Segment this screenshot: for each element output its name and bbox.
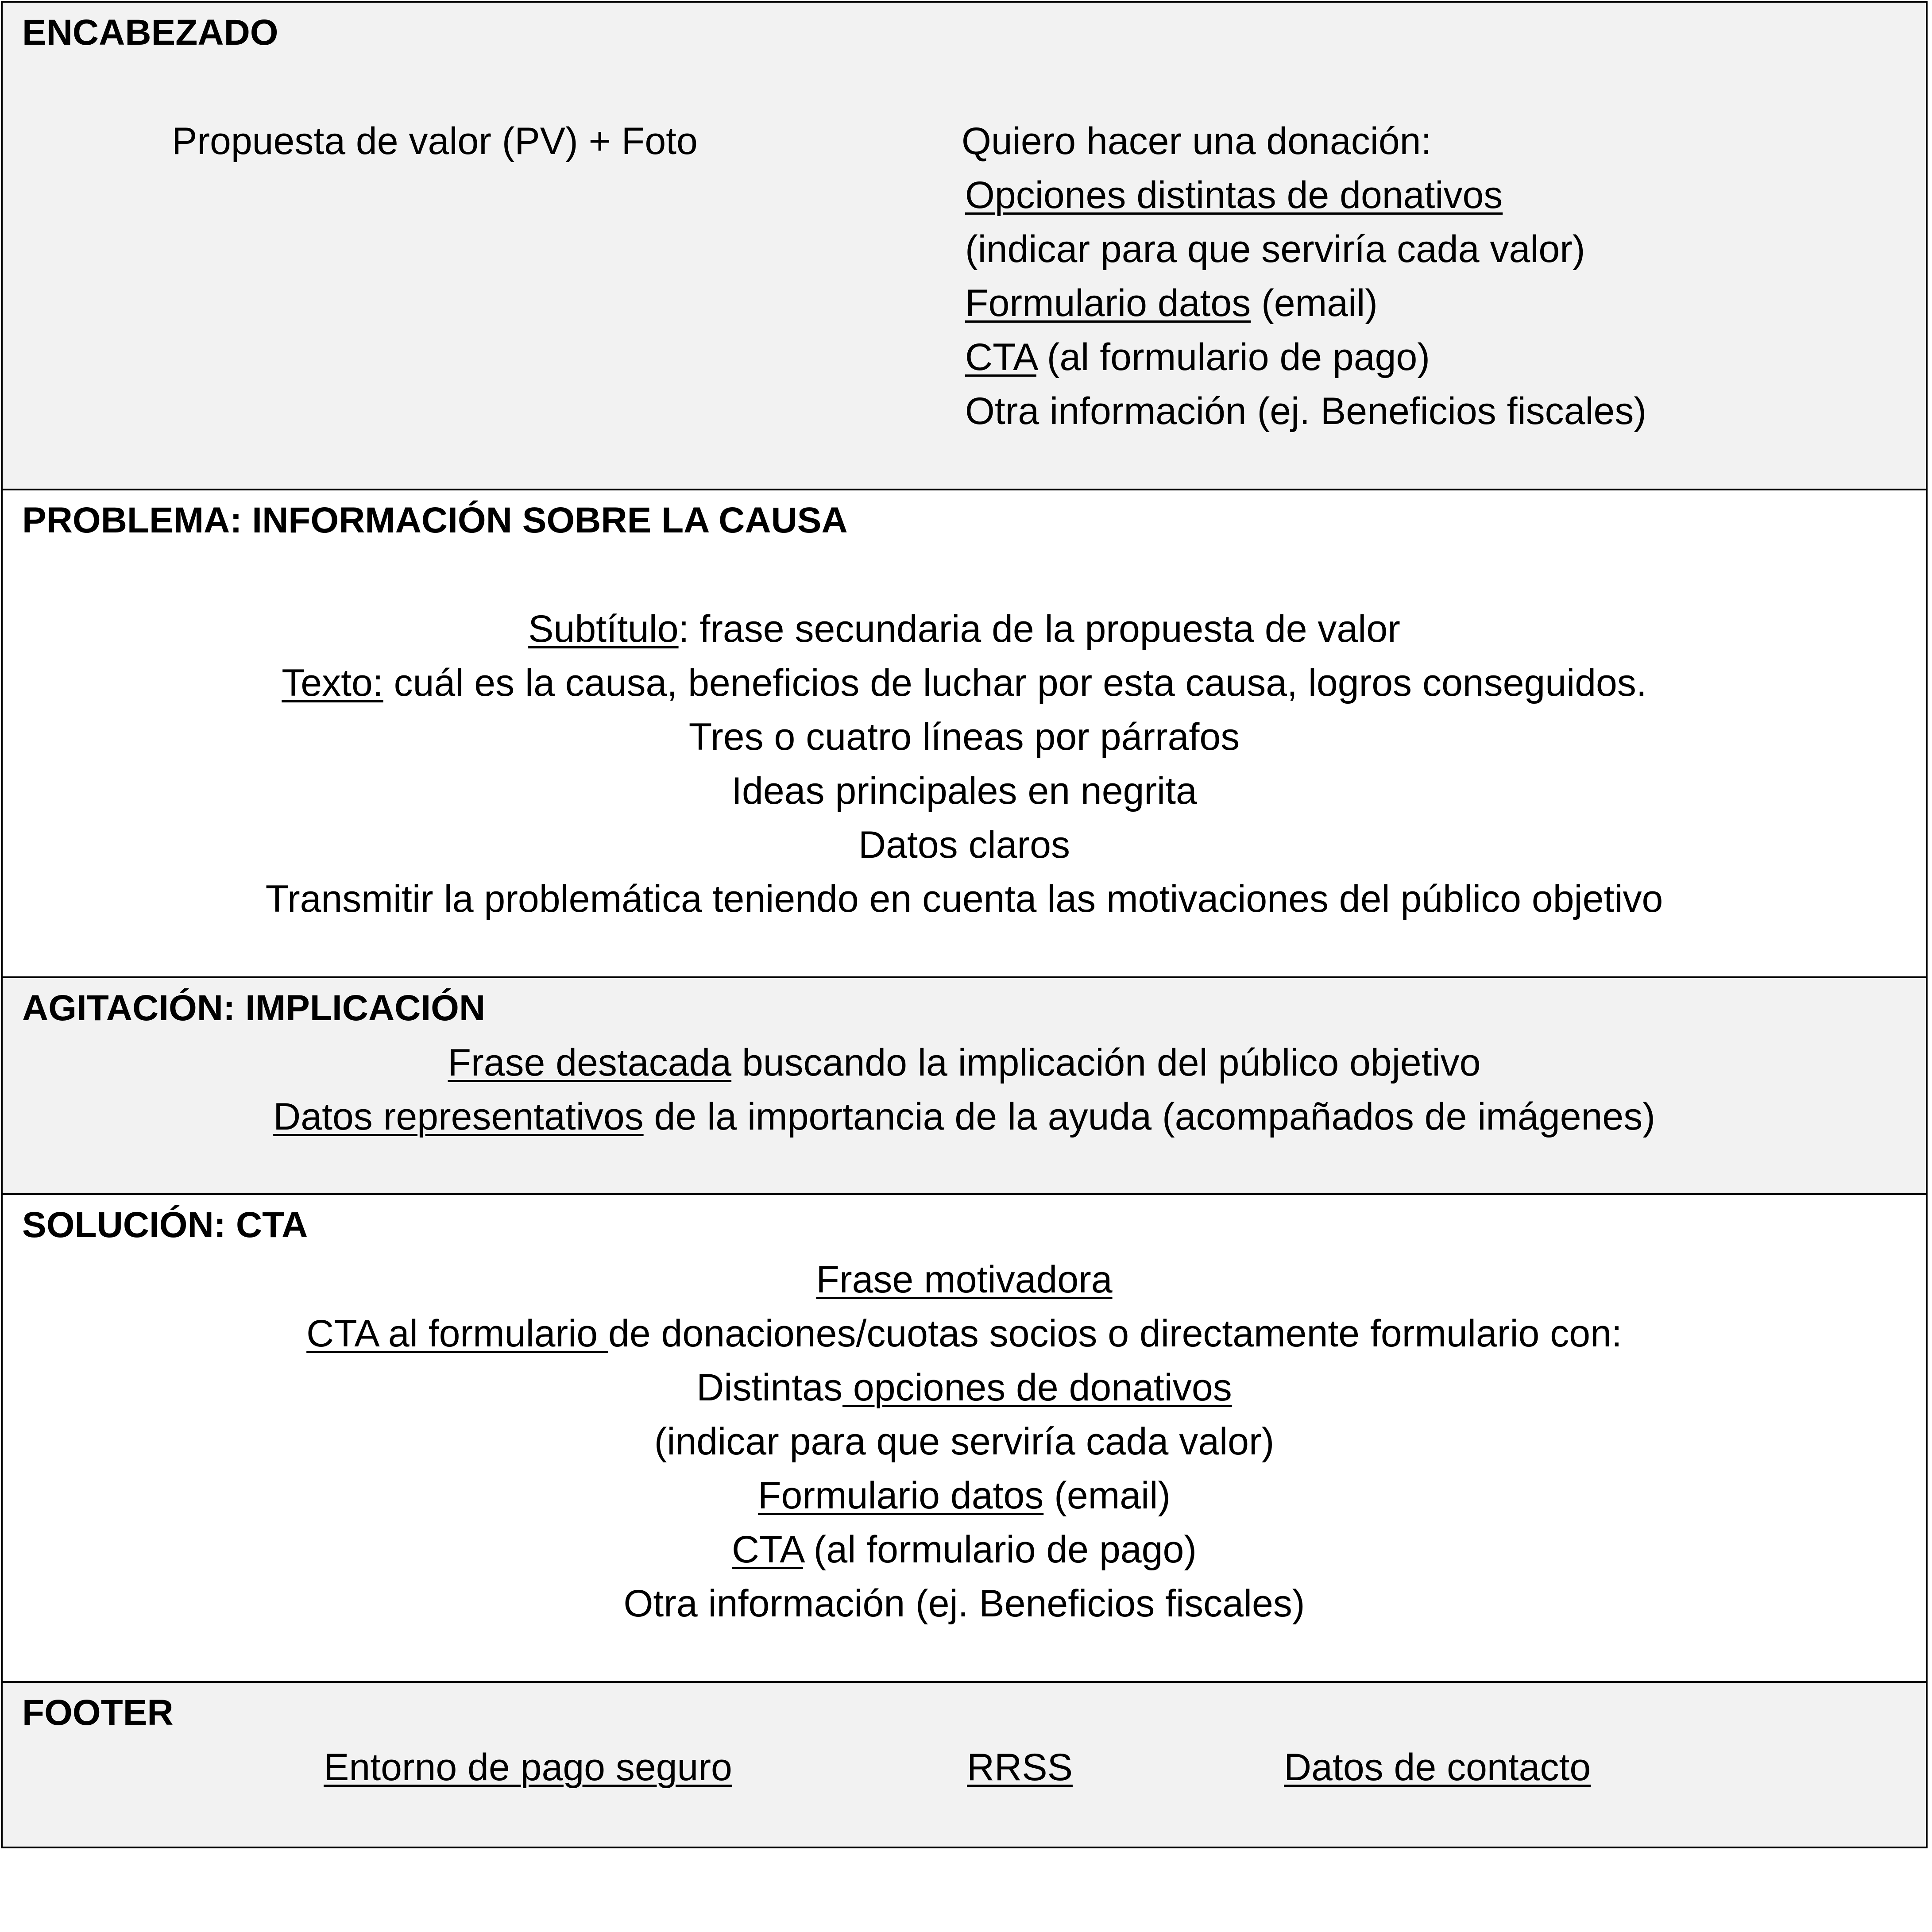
donation-block bbox=[962, 114, 1646, 438]
motivating-phrase: Frase motivadora bbox=[816, 1258, 1113, 1301]
section-title: ENCABEZADO bbox=[22, 12, 278, 53]
representative-data-label: Datos representativos bbox=[273, 1095, 644, 1138]
cta-link[interactable]: CTA bbox=[965, 336, 1036, 378]
subtitle-label: Subtítulo bbox=[528, 608, 679, 650]
options-prefix: Distintas bbox=[696, 1366, 842, 1409]
section-title: FOOTER bbox=[22, 1693, 174, 1733]
problem-content bbox=[3, 602, 1926, 926]
other-info: Otra información (ej. Beneficios fiscales) bbox=[965, 390, 1647, 432]
data-guideline: Datos claros bbox=[858, 824, 1070, 866]
agitation-content bbox=[3, 1036, 1926, 1144]
section-title: AGITACIÓN: IMPLICACIÓN bbox=[22, 988, 486, 1028]
header-section bbox=[1, 1, 1928, 490]
cta-note: (al formulario de pago) bbox=[1036, 336, 1430, 378]
value-proposition-text: Propuesta de valor (PV) + Foto bbox=[172, 120, 698, 162]
cta-note: (al formulario de pago) bbox=[803, 1528, 1197, 1571]
cta-link[interactable]: CTA bbox=[732, 1528, 803, 1571]
social-media-link[interactable]: RRSS bbox=[967, 1746, 1073, 1789]
data-form-link[interactable]: Formulario datos bbox=[965, 282, 1251, 324]
data-form-note: (email) bbox=[1251, 282, 1378, 324]
text-body: cuál es la causa, beneficios de luchar por esta causa, logros conseguidos. bbox=[383, 662, 1647, 704]
data-form-note: (email) bbox=[1043, 1474, 1171, 1517]
data-form-link[interactable]: Formulario datos bbox=[758, 1474, 1044, 1517]
contact-data-link[interactable]: Datos de contacto bbox=[1284, 1746, 1591, 1789]
problem-section bbox=[1, 489, 1928, 978]
agitation-section bbox=[1, 976, 1928, 1195]
subtitle-text: : frase secundaria de la propuesta de valor bbox=[678, 608, 1400, 650]
other-info: Otra información (ej. Beneficios fiscales) bbox=[623, 1582, 1305, 1625]
donation-note: (indicar para que serviría cada valor) bbox=[965, 228, 1585, 270]
cta-form-link[interactable]: CTA al formulario bbox=[306, 1312, 608, 1355]
donation-options-link[interactable]: Opciones distintas de donativos bbox=[965, 174, 1503, 216]
section-title: SOLUCIÓN: CTA bbox=[22, 1205, 308, 1245]
motivation-guideline: Transmitir la problemática teniendo en cuenta las motivaciones del público objetivo bbox=[265, 878, 1663, 920]
solution-section bbox=[1, 1193, 1928, 1683]
text-label: Texto: bbox=[282, 662, 383, 704]
donation-options-link[interactable]: opciones de donativos bbox=[842, 1366, 1232, 1409]
bold-guideline: Ideas principales en negrita bbox=[731, 770, 1197, 812]
highlight-phrase-label: Frase destacada bbox=[448, 1041, 732, 1084]
highlight-phrase-text: buscando la implicación del público objetivo bbox=[731, 1041, 1481, 1084]
donation-intro: Quiero hacer una donación: bbox=[962, 120, 1432, 162]
secure-payment-link[interactable]: Entorno de pago seguro bbox=[324, 1746, 732, 1789]
footer-section bbox=[1, 1681, 1928, 1848]
cta-form-text: de donaciones/cuotas socios o directamente formulario con: bbox=[608, 1312, 1622, 1355]
representative-data-text: de la importancia de la ayuda (acompañados de imágenes) bbox=[643, 1095, 1655, 1138]
solution-content bbox=[3, 1253, 1926, 1631]
paragraph-guideline: Tres o cuatro líneas por párrafos bbox=[688, 716, 1240, 758]
section-title: PROBLEMA: INFORMACIÓN SOBRE LA CAUSA bbox=[22, 500, 848, 540]
donation-note: (indicar para que serviría cada valor) bbox=[654, 1420, 1275, 1463]
